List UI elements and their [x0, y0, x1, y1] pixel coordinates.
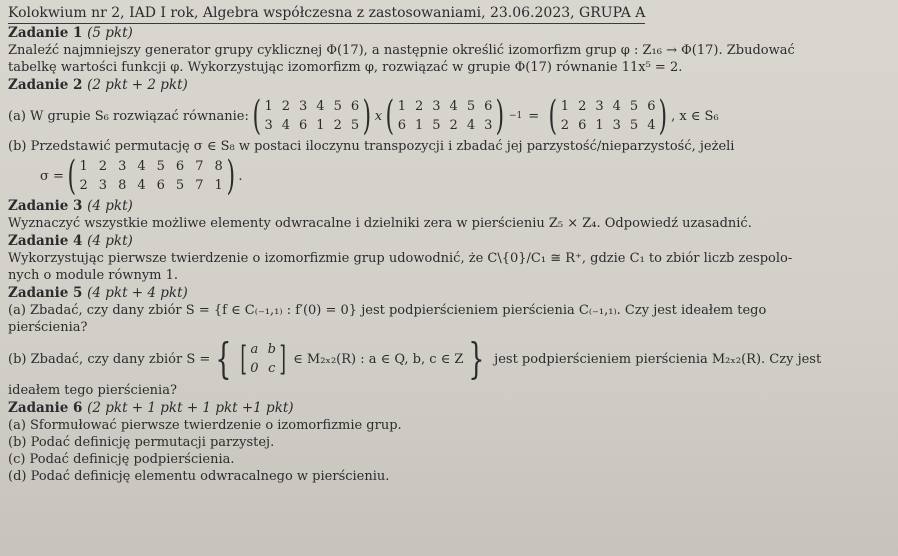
matrix-cell: 5	[333, 99, 342, 114]
matrix-cell: 8	[118, 178, 127, 193]
task-5b-equation	[8, 336, 888, 382]
matrix-cell: 3	[484, 118, 493, 133]
task-1-heading	[8, 25, 888, 42]
matrix-cell: 1	[79, 159, 88, 174]
matrix-cell: 2	[578, 99, 587, 114]
left-paren: (	[252, 93, 261, 139]
task-6-title: Zadanie 6	[8, 400, 83, 416]
task-5a-text-line-2: pierścienia?	[8, 320, 88, 335]
task-2b-text: (b) Przedstawić permutację σ ∈ S₈ w postaci iloczynu transpozycji i zbadać jej parzystość/nieparzystość, jeżeli	[8, 139, 735, 154]
permutation-matrix-1	[249, 93, 375, 139]
left-bracket: [	[240, 339, 247, 379]
matrix-cell: 5	[629, 118, 639, 133]
task-1-text-line-2: tabelkę wartości funkcji φ. Wykorzystując izomorfizm φ, rozwiązać w grupie Φ(17) równanie 11x⁵ = 2.	[8, 60, 683, 75]
matrix-cell: 3	[595, 99, 604, 114]
matrix-cell: 4	[466, 118, 476, 133]
task-6-item-c: (c) Podać definicję podpierścienia.	[8, 452, 235, 467]
task-2b-sigma	[8, 155, 888, 197]
matrix-cell: 6	[156, 178, 165, 193]
task-5b-suffix: jest podpierścieniem pierścienia M₂ₓ₂(R). Czy jest	[494, 351, 822, 367]
matrix-cell: 5	[350, 118, 360, 133]
matrix-cell: 1	[397, 99, 406, 114]
unknown-x: x	[374, 108, 383, 124]
matrix-cell: 4	[449, 99, 458, 114]
task-2a-suffix: , x ∈ S₆	[671, 108, 719, 124]
matrix-cell: 4	[281, 118, 290, 133]
right-paren: )	[226, 153, 235, 199]
matrix-cell: 1	[264, 99, 273, 114]
task-1-text-line-1: Znaleźć najmniejszy generator grupy cyklicznej Φ(17), a następnie określić izomorfizm grup φ : Z₁₆ → Φ(17). Zbudować	[8, 43, 795, 58]
matrix-cell: 3	[264, 118, 273, 133]
task-5b-prefix: (b) Zbadać, czy dany zbiór S =	[8, 351, 211, 367]
matrix-grid	[264, 98, 359, 134]
matrix-cell: 1	[214, 178, 223, 193]
task-6-item-b: (b) Podać definicję permutacji parzystej.	[8, 435, 275, 450]
matrix-cell: a	[250, 342, 259, 357]
right-paren: )	[658, 93, 668, 139]
matrix-cell: 6	[299, 118, 308, 133]
task-3-text: Wyznaczyć wszystkie możliwe elementy odwracalne i dzielniki zera w pierścieniu Z₅ × Z₄. Odpowiedź uzasadnić.	[8, 216, 752, 231]
matrix-cell: 0	[250, 361, 259, 376]
task-4-points: (4 pkt)	[87, 233, 133, 249]
matrix-cell: 1	[595, 118, 604, 133]
matrix-cell: 6	[647, 99, 656, 114]
matrix-cell: 1	[560, 99, 570, 114]
right-paren: )	[495, 93, 505, 139]
task-4-heading	[8, 233, 888, 250]
matrix-cell: 5	[629, 99, 639, 114]
task-5b-condition: ∈ M₂ₓ₂(R) : a ∈ Q, b, c ∈ Z	[293, 351, 464, 367]
task-5a-text-line-1: (a) Zbadać, czy dany zbiór S = {f ∈ C₍₋₁,₁₎ : f′(0) = 0} jest podpierścieniem pierścienia C₍₋₁,₁₎. Czy jest ideałem tego	[8, 303, 767, 318]
task-2a-equation	[8, 94, 888, 138]
matrix-grid	[250, 341, 276, 377]
matrix-cell: 2	[98, 159, 108, 174]
task-1-points: (5 pkt)	[87, 25, 133, 41]
sigma-end: .	[238, 168, 243, 184]
matrix-cell: 2	[560, 118, 570, 133]
task-2-title: Zadanie 2	[8, 77, 83, 93]
sigma-label: σ =	[40, 168, 64, 184]
left-paren: (	[385, 93, 395, 139]
task-5-title: Zadanie 5	[8, 285, 83, 301]
matrix-cell: 7	[195, 159, 204, 174]
task-6-points: (2 pkt + 1 pkt + 1 pkt +1 pkt)	[87, 400, 294, 416]
matrix-cell: 2	[333, 118, 342, 133]
matrix-cell: 1	[316, 118, 325, 133]
matrix-cell: 2	[79, 178, 88, 193]
matrix-cell: 5	[156, 159, 165, 174]
matrix-cell: 5	[175, 178, 185, 193]
matrix-cell: 4	[316, 99, 325, 114]
matrix-cell: 2	[414, 99, 424, 114]
permutation-matrix-3	[545, 93, 671, 139]
matrix-cell: 6	[484, 99, 493, 114]
task-4-text-line-1: Wykorzystując pierwsze twierdzenie o izomorfizmie grup udowodnić, że C\{0}/C₁ ≅ R⁺, gdzie C₁ to zbiór liczb zespolo-	[8, 251, 793, 266]
exam-header: Kolokwium nr 2, IAD I rok, Algebra współczesna z zastosowaniami, 23.06.2023, GRUPA A	[8, 4, 645, 24]
matrix-cell: 7	[195, 178, 204, 193]
right-paren: )	[362, 93, 372, 139]
task-6-item-a: (a) Sformułować pierwsze twierdzenie o izomorfizmie grup.	[8, 418, 402, 433]
matrix-cell: 4	[137, 159, 146, 174]
task-2-heading	[8, 77, 888, 94]
task-1-title: Zadanie 1	[8, 25, 83, 41]
task-2-points: (2 pkt + 2 pkt)	[87, 77, 188, 93]
matrix-cell: 6	[397, 118, 406, 133]
matrix-cell: c	[268, 361, 276, 376]
matrix-cell: 3	[98, 178, 108, 193]
task-2a-prefix: (a) W grupie S₆ rozwiązać równanie:	[8, 108, 249, 124]
matrix-cell: 3	[118, 159, 127, 174]
task-4-text-line-2: nych o module równym 1.	[8, 268, 179, 283]
task-3-heading	[8, 198, 888, 215]
matrix-grid	[561, 98, 656, 134]
task-5-points: (4 pkt + 4 pkt)	[87, 285, 188, 301]
matrix-cell: 6	[578, 118, 587, 133]
matrix-cell: 6	[175, 159, 185, 174]
task-6-item-d: (d) Podać definicję elementu odwracalnego w pierścieniu.	[8, 469, 390, 484]
matrix-grid	[80, 158, 223, 194]
matrix-cell: 5	[466, 99, 476, 114]
left-paren: (	[67, 153, 77, 199]
matrix-grid	[398, 98, 493, 134]
right-brace: }	[468, 334, 485, 383]
left-paren: (	[548, 93, 558, 139]
right-bracket: ]	[279, 339, 286, 379]
matrix-cell: 1	[414, 118, 424, 133]
matrix-2x2	[237, 341, 289, 377]
matrix-cell: 3	[612, 118, 621, 133]
matrix-cell: 8	[214, 159, 223, 174]
matrix-cell: 5	[432, 118, 441, 133]
task-6-heading	[8, 400, 888, 417]
task-5b-text-line-2: ideałem tego pierścienia?	[8, 383, 177, 398]
matrix-cell: 2	[281, 99, 290, 114]
matrix-cell: 6	[350, 99, 360, 114]
matrix-cell: 4	[137, 178, 146, 193]
matrix-cell: 4	[647, 118, 656, 133]
matrix-cell: b	[267, 342, 276, 357]
permutation-matrix-2	[382, 93, 523, 139]
task-3-points: (4 pkt)	[87, 198, 133, 214]
task-5-heading	[8, 285, 888, 302]
matrix-cell: 3	[432, 99, 441, 114]
inverse-exponent: −1	[508, 110, 523, 121]
task-4-title: Zadanie 4	[8, 233, 83, 249]
permutation-matrix-sigma	[64, 153, 238, 199]
matrix-cell: 3	[299, 99, 308, 114]
task-3-title: Zadanie 3	[8, 198, 83, 214]
matrix-cell: 2	[449, 118, 458, 133]
left-brace: {	[215, 334, 232, 383]
equals-sign: =	[528, 108, 540, 124]
matrix-cell: 4	[612, 99, 621, 114]
